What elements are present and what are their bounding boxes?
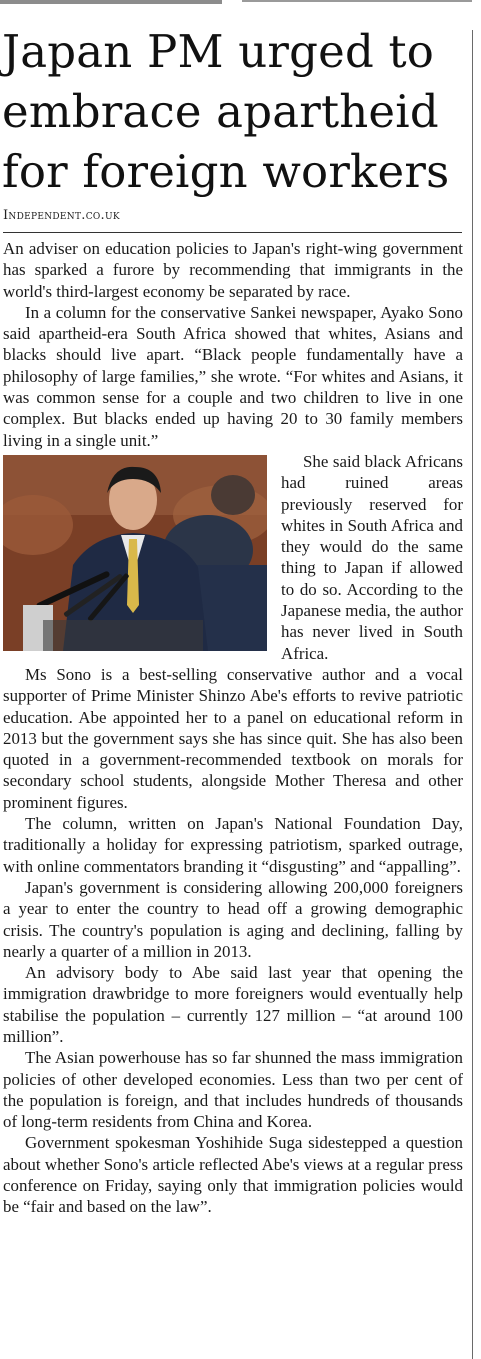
photo-shinzo-abe bbox=[3, 455, 267, 651]
paragraph: The Asian powerhouse has so far shunned the mass immigration policies of other developed economies. Less than two per cent of the population is foreign, and that includes hundreds of thousands of long-term residents from China and Korea. bbox=[3, 1048, 463, 1132]
paragraph: She said black Africans had ruined areas previously reserved for whites in South Africa and they would do the same thing to Japan if allowed to do so. According to the Japanese media, the author has never lived in South Africa. bbox=[281, 451, 463, 663]
photo-illustration bbox=[3, 455, 267, 651]
paragraph: Ms Sono is a best-selling conservative author and a vocal supporter of Prime Minister Shinzo Abe's efforts to revive patriotic education. Abe appointed her to a panel on educational reform in 2013 but the government says she has since quit. She has also been quoted in a government-recommended textbook on morals for secondary school students, alongside Mother Theresa and other prominent figures. bbox=[3, 664, 463, 812]
top-rule-right bbox=[242, 0, 472, 2]
source-credit: Independent.co.uk bbox=[3, 208, 120, 223]
article-body bbox=[3, 238, 463, 1218]
top-rule-left bbox=[0, 0, 222, 4]
column-rule bbox=[472, 30, 473, 1359]
paragraph: An advisory body to Abe said last year that opening the immigration drawbridge to more foreigners would eventually help stabilise the population – currently 127 million – “at around 100 million”. bbox=[3, 963, 463, 1046]
paragraph: Government spokesman Yoshihide Suga sidestepped a question about whether Sono's article reflected Abe's views at a regular press conference on Friday, saying only that immigration policies would be “fair and based on the law”. bbox=[3, 1133, 463, 1217]
paragraph: The column, written on Japan's National Foundation Day, traditionally a holiday for expressing patriotism, sparked outrage, with online commentators branding it “disgusting” and “appalling”. bbox=[3, 814, 463, 876]
headline: Japan PM urged to embrace apartheid for foreign workers bbox=[2, 25, 450, 198]
source-divider bbox=[3, 232, 462, 233]
paragraph: An adviser on education policies to Japan's right-wing government has sparked a furore by recommending that immigrants in the world's third-largest economy be separated by race. bbox=[3, 239, 463, 301]
paragraph: In a column for the conservative Sankei newspaper, Ayako Sono said apartheid-era South Africa showed that whites, Asians and blacks should live apart. “Black people fundamentally have a philosophy of large families,” she wrote. “For whites and Asians, it was common sense for a couple and two children to live in one complex. But blacks ended up having 20 to 30 family members living in a single unit.” bbox=[3, 302, 463, 450]
paragraph: Japan's government is considering allowing 200,000 foreigners a year to enter the country to head off a growing demographic crisis. The country's population is aging and declining, falling by nearly a quarter of a million in 2013. bbox=[3, 877, 463, 961]
